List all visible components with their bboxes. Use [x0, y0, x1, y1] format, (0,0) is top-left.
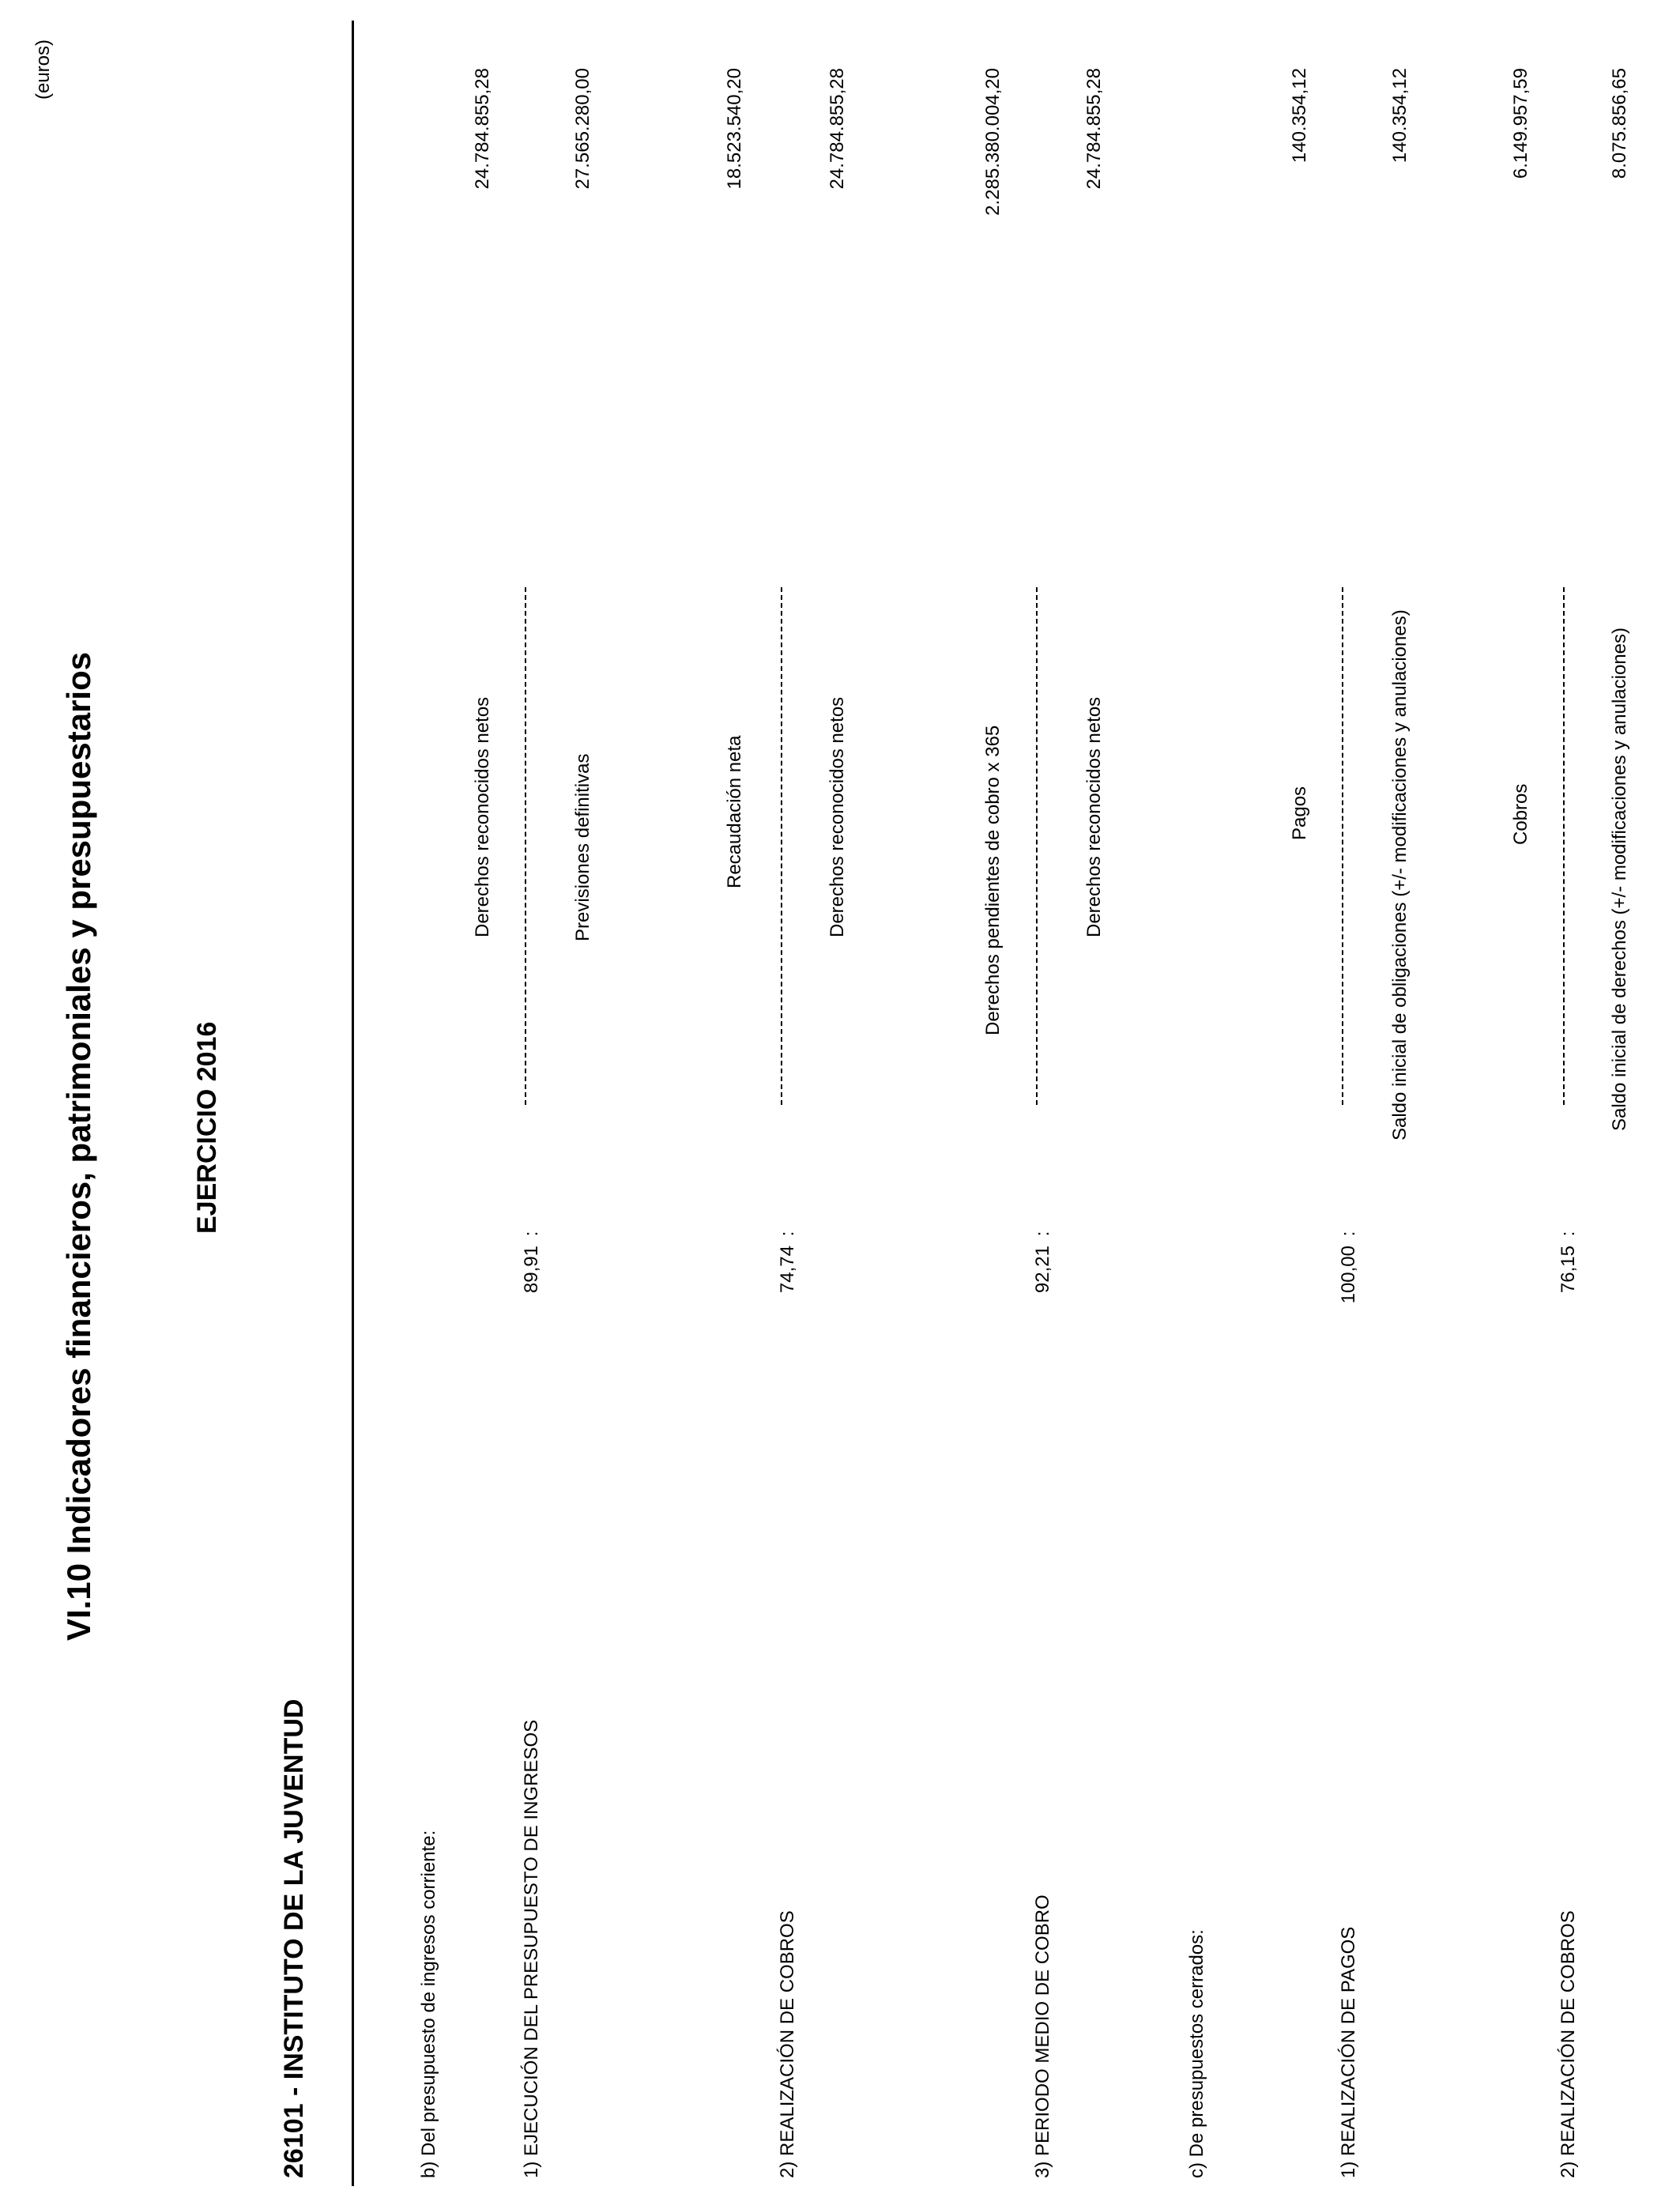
indicator-denominator: Derechos reconocidos netos: [1083, 696, 1105, 937]
indicator-colon: :: [1032, 1231, 1053, 1237]
page-title: VI.10 Indicadores financieros, patrimoniales y presupuestarios: [60, 651, 97, 1641]
indicator-value: 100,00: [1338, 1246, 1359, 1304]
fraction-line: [1563, 587, 1565, 1105]
units-label: (euros): [32, 39, 54, 100]
indicator-value: 92,21: [1032, 1246, 1053, 1294]
header-rule: [352, 21, 354, 2186]
numerator-value: 6.149.957,59: [1510, 68, 1531, 179]
indicator-denominator: Previsiones definitivas: [572, 753, 593, 941]
fraction-line: [781, 587, 782, 1105]
denominator-value: 24.784.855,28: [827, 68, 848, 190]
indicator-label: 1) EJECUCIÓN DEL PRESUPUESTO DE INGRESOS: [521, 1719, 542, 2178]
denominator-value: 140.354,12: [1389, 68, 1411, 164]
indicator-numerator: Pagos: [1289, 786, 1310, 840]
indicator-denominator: Saldo inicial de obligaciones (+/- modificaciones y anulaciones): [1389, 609, 1411, 1140]
fraction-line: [1342, 587, 1343, 1105]
indicator-denominator: Saldo inicial de derechos (+/- modificaciones y anulaciones): [1609, 627, 1630, 1131]
indicator-label: 2) REALIZACIÓN DE COBROS: [1558, 1910, 1579, 2178]
indicator-value: 74,74: [777, 1246, 798, 1294]
indicator-label: 2) REALIZACIÓN DE COBROS: [777, 1910, 798, 2178]
indicator-colon: :: [521, 1231, 542, 1237]
indicator-numerator: Derechos reconocidos netos: [472, 696, 493, 937]
page-subtitle: EJERCICIO 2016: [192, 1021, 222, 1234]
numerator-value: 2.285.380.004,20: [982, 68, 1004, 216]
denominator-value: 27.565.280,00: [572, 68, 593, 190]
fraction-line: [525, 587, 526, 1105]
fraction-line: [1036, 587, 1038, 1105]
indicator-label: 3) PERIODO MEDIO DE COBRO: [1032, 1894, 1053, 2178]
entity-title: 26101 - INSTITUTO DE LA JUVENTUD: [279, 1698, 309, 2178]
indicator-colon: :: [1338, 1231, 1359, 1237]
indicator-numerator: Recaudación neta: [724, 735, 745, 888]
indicator-denominator: Derechos reconocidos netos: [827, 696, 848, 937]
denominator-value: 24.784.855,28: [1083, 68, 1105, 190]
indicator-value: 76,15: [1558, 1246, 1579, 1294]
numerator-value: 18.523.540,20: [724, 68, 745, 190]
indicator-value: 89,91: [521, 1246, 542, 1294]
section-cerrados: c) De presupuestos cerrados:: [1186, 1929, 1207, 2178]
indicator-numerator: Cobros: [1510, 783, 1531, 845]
numerator-value: 24.784.855,28: [472, 68, 493, 190]
indicator-colon: :: [1558, 1231, 1579, 1237]
numerator-value: 140.354,12: [1289, 68, 1310, 164]
indicator-colon: :: [777, 1231, 798, 1237]
indicator-label: 1) REALIZACIÓN DE PAGOS: [1338, 1926, 1359, 2178]
denominator-value: 8.075.856,65: [1609, 68, 1630, 179]
section-corriente: b) Del presupuesto de ingresos corriente:: [418, 1830, 439, 2178]
indicator-numerator: Derechos pendientes de cobro x 365: [982, 725, 1004, 1035]
